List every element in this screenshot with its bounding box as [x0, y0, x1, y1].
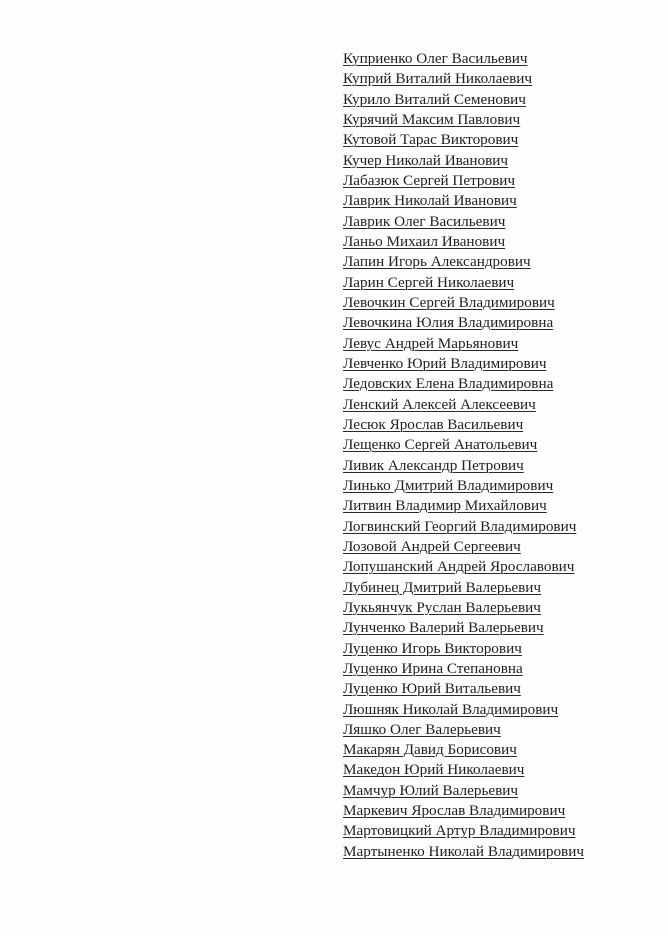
list-item: Левочкина Юлия Владимировна [343, 314, 554, 332]
list-item: Куприй Виталий Николаевич [343, 70, 533, 88]
list-item: Курячий Максим Павлович [343, 110, 521, 128]
list-item: Левус Андрей Марьянович [343, 334, 519, 352]
list-item: Лаврик Николай Иванович [343, 192, 517, 210]
list-item: Лопушанский Андрей Ярославович [343, 558, 575, 576]
list-item: Лунченко Валерий Валерьевич [343, 619, 544, 637]
list-item: Кутовой Тарас Викторович [343, 131, 519, 149]
list-item: Кучер Николай Иванович [343, 151, 509, 169]
list-item: Левченко Юрий Владимирович [343, 354, 547, 372]
list-item: Ляшко Олег Валерьевич [343, 720, 501, 738]
list-item: Лапин Игорь Александрович [343, 253, 531, 271]
list-item: Ледовских Елена Владимировна [343, 375, 554, 393]
list-item: Логвинский Георгий Владимирович [343, 517, 577, 535]
list-item: Курило Виталий Семенович [343, 90, 526, 108]
list-item: Ларин Сергей Николаевич [343, 273, 515, 291]
list-item: Лещенко Сергей Анатольевич [343, 436, 538, 454]
list-item: Луценко Игорь Викторович [343, 639, 522, 657]
list-item: Луценко Ирина Степановна [343, 659, 523, 677]
list-item: Литвин Владимир Михайлович [343, 497, 547, 515]
list-item: Левочкин Сергей Владимирович [343, 293, 555, 311]
list-item: Куприенко Олег Васильевич [343, 50, 528, 67]
list-item: Лесюк Ярослав Васильевич [343, 415, 524, 433]
list-item: Луценко Юрий Витальевич [343, 680, 521, 698]
list-item: Мартовицкий Артур Владимирович [343, 822, 576, 840]
list-item: Лабазюк Сергей Петрович [343, 171, 516, 189]
list-item: Ленский Алексей Алексеевич [343, 395, 536, 413]
list-item: Мамчур Юлий Валерьевич [343, 781, 519, 799]
list-item: Лубинец Дмитрий Валерьевич [343, 578, 542, 596]
list-item: Лаврик Олег Васильевич [343, 212, 506, 230]
list-item: Ливик Александр Петрович [343, 456, 524, 474]
list-item: Маркевич Ярослав Владимирович [343, 802, 566, 820]
list-item: Мартыненко Николай Владимирович [343, 842, 584, 860]
list-item: Лукьянчук Руслан Валерьевич [343, 598, 541, 616]
list-item: Люшняк Николай Владимирович [343, 700, 559, 718]
name-list [343, 49, 584, 862]
list-item: Македон Юрий Николаевич [343, 761, 525, 779]
list-item: Макарян Давид Борисович [343, 741, 517, 759]
list-item: Лозовой Андрей Сергеевич [343, 537, 521, 555]
list-item: Ланьо Михаил Иванович [343, 232, 506, 250]
list-item: Линько Дмитрий Владимирович [343, 476, 554, 494]
